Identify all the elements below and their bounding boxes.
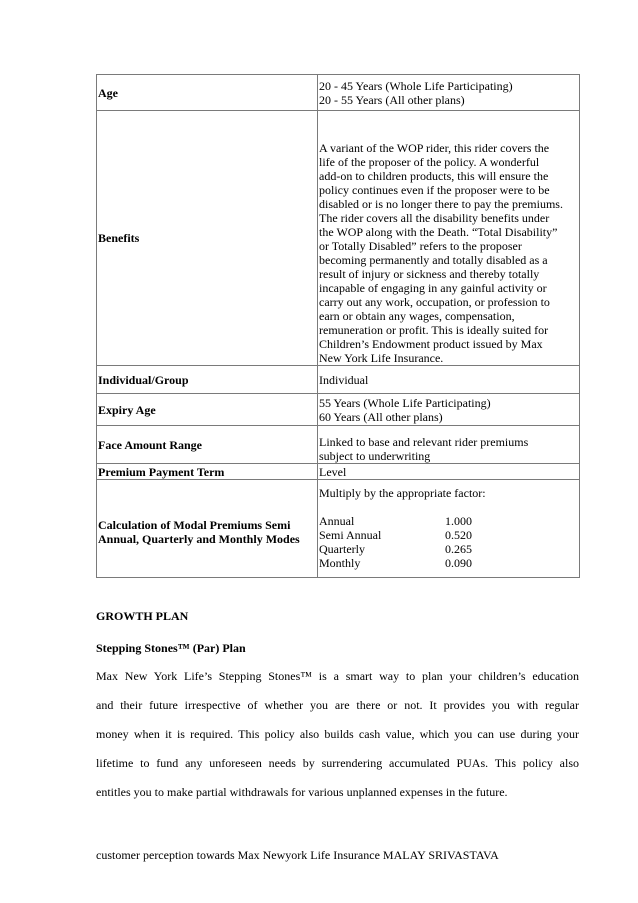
plan-description (96, 662, 579, 807)
expiry-age-value (318, 394, 580, 426)
table-row-face-amount (97, 426, 580, 464)
spacer (319, 500, 579, 514)
benefits-line: add-on to children products, this will ensure the (319, 169, 549, 183)
benefits-line: remuneration or profit. This is ideally suited for (319, 323, 549, 337)
benefits-line: The rider covers all the disability benefits under (319, 211, 550, 225)
benefits-line: New York Life Insurance. (319, 351, 444, 365)
modal-intro: Multiply by the appropriate factor: (319, 486, 486, 500)
growth-plan-heading: GROWTH PLAN (96, 609, 189, 623)
modal-label-line: Annual, Quarterly and Monthly Modes (98, 531, 300, 546)
benefits-line: life of the proposer of the policy. A wonderful (319, 155, 540, 169)
factor-value: 0.265 (445, 542, 472, 556)
factor-row (319, 514, 579, 528)
expiry-age-line: 55 Years (Whole Life Participating) (319, 395, 491, 410)
benefits-line: carry out any work, occupation, or profession to (319, 295, 550, 309)
individual-group-label: Individual/Group (97, 366, 318, 394)
factor-value: 0.090 (445, 556, 472, 570)
face-amount-line: Linked to base and relevant rider premiums (319, 435, 529, 449)
modal-label-line: Calculation of Modal Premiums Semi (98, 517, 291, 532)
factor-name: Monthly (319, 556, 361, 570)
age-line: 20 - 55 Years (All other plans) (319, 92, 465, 107)
page-footer: customer perception towards Max Newyork Life Insurance MALAY SRIVASTAVA (96, 848, 499, 862)
factor-value: 1.000 (445, 514, 472, 528)
expiry-age-label: Expiry Age (97, 394, 318, 426)
factor-name: Semi Annual (319, 528, 382, 542)
face-amount-label: Face Amount Range (97, 426, 318, 464)
paragraph-line: entitles you to make partial withdrawals for various unplanned expenses in the future. (96, 785, 508, 799)
age-label: Age (97, 75, 318, 111)
age-line: 20 - 45 Years (Whole Life Participating) (319, 78, 513, 93)
factor-row (319, 542, 579, 556)
modal-premiums-label (97, 480, 318, 578)
paragraph-line: and their future irrespective of whether you are there or not. It provides you with regular (96, 698, 579, 712)
paragraph-line: money when it is required. This policy also builds cash value, which you can use during your (96, 727, 579, 741)
factor-row (319, 556, 579, 570)
modal-premiums-value (318, 480, 580, 578)
benefits-line: or Totally Disabled” refers to the proposer (319, 239, 522, 253)
benefits-line: Children’s Endowment product issued by Max (319, 337, 543, 351)
expiry-age-line: 60 Years (All other plans) (319, 409, 443, 424)
table-row-age (97, 75, 580, 111)
paragraph-line: lifetime to fund any unforeseen needs by surrendering accumulated PUAs. This policy also (96, 756, 579, 770)
benefits-line: becoming permanently and totally disabled as a (319, 253, 548, 267)
benefits-label: Benefits (97, 111, 318, 366)
plan-heading: Stepping Stones™ (Par) Plan (96, 641, 246, 655)
face-amount-value (318, 426, 580, 464)
rider-spec-table (96, 74, 580, 578)
benefits-line: disabled or is no longer there to pay the premiums. (319, 197, 563, 211)
age-value (318, 75, 580, 111)
individual-group-value: Individual (318, 366, 580, 394)
factor-row (319, 528, 579, 542)
benefits-line: result of injury or sickness and thereby totally (319, 267, 540, 281)
benefits-line: A variant of the WOP rider, this rider covers the (319, 141, 550, 155)
benefits-value (318, 111, 580, 366)
table-row-premium-term (97, 464, 580, 480)
table-row-benefits (97, 111, 580, 366)
table-row-individual-group (97, 366, 580, 394)
table-row-expiry-age (97, 394, 580, 426)
factor-name: Annual (319, 514, 355, 528)
premium-term-value: Level (318, 464, 580, 480)
premium-term-label: Premium Payment Term (97, 464, 318, 480)
factor-name: Quarterly (319, 542, 365, 556)
factor-value: 0.520 (445, 528, 472, 542)
table-row-modal-premiums (97, 480, 580, 578)
paragraph-line: Max New York Life’s Stepping Stones™ is a smart way to plan your children’s education (96, 669, 579, 683)
benefits-line: earn or obtain any wages, compensation, (319, 309, 515, 323)
benefits-line: incapable of engaging in any gainful activity or (319, 281, 547, 295)
benefits-line: policy continues even if the proposer were to be (319, 183, 550, 197)
benefits-line: the WOP along with the Death. “Total Disability” (319, 225, 558, 239)
face-amount-line: subject to underwriting (319, 449, 431, 463)
